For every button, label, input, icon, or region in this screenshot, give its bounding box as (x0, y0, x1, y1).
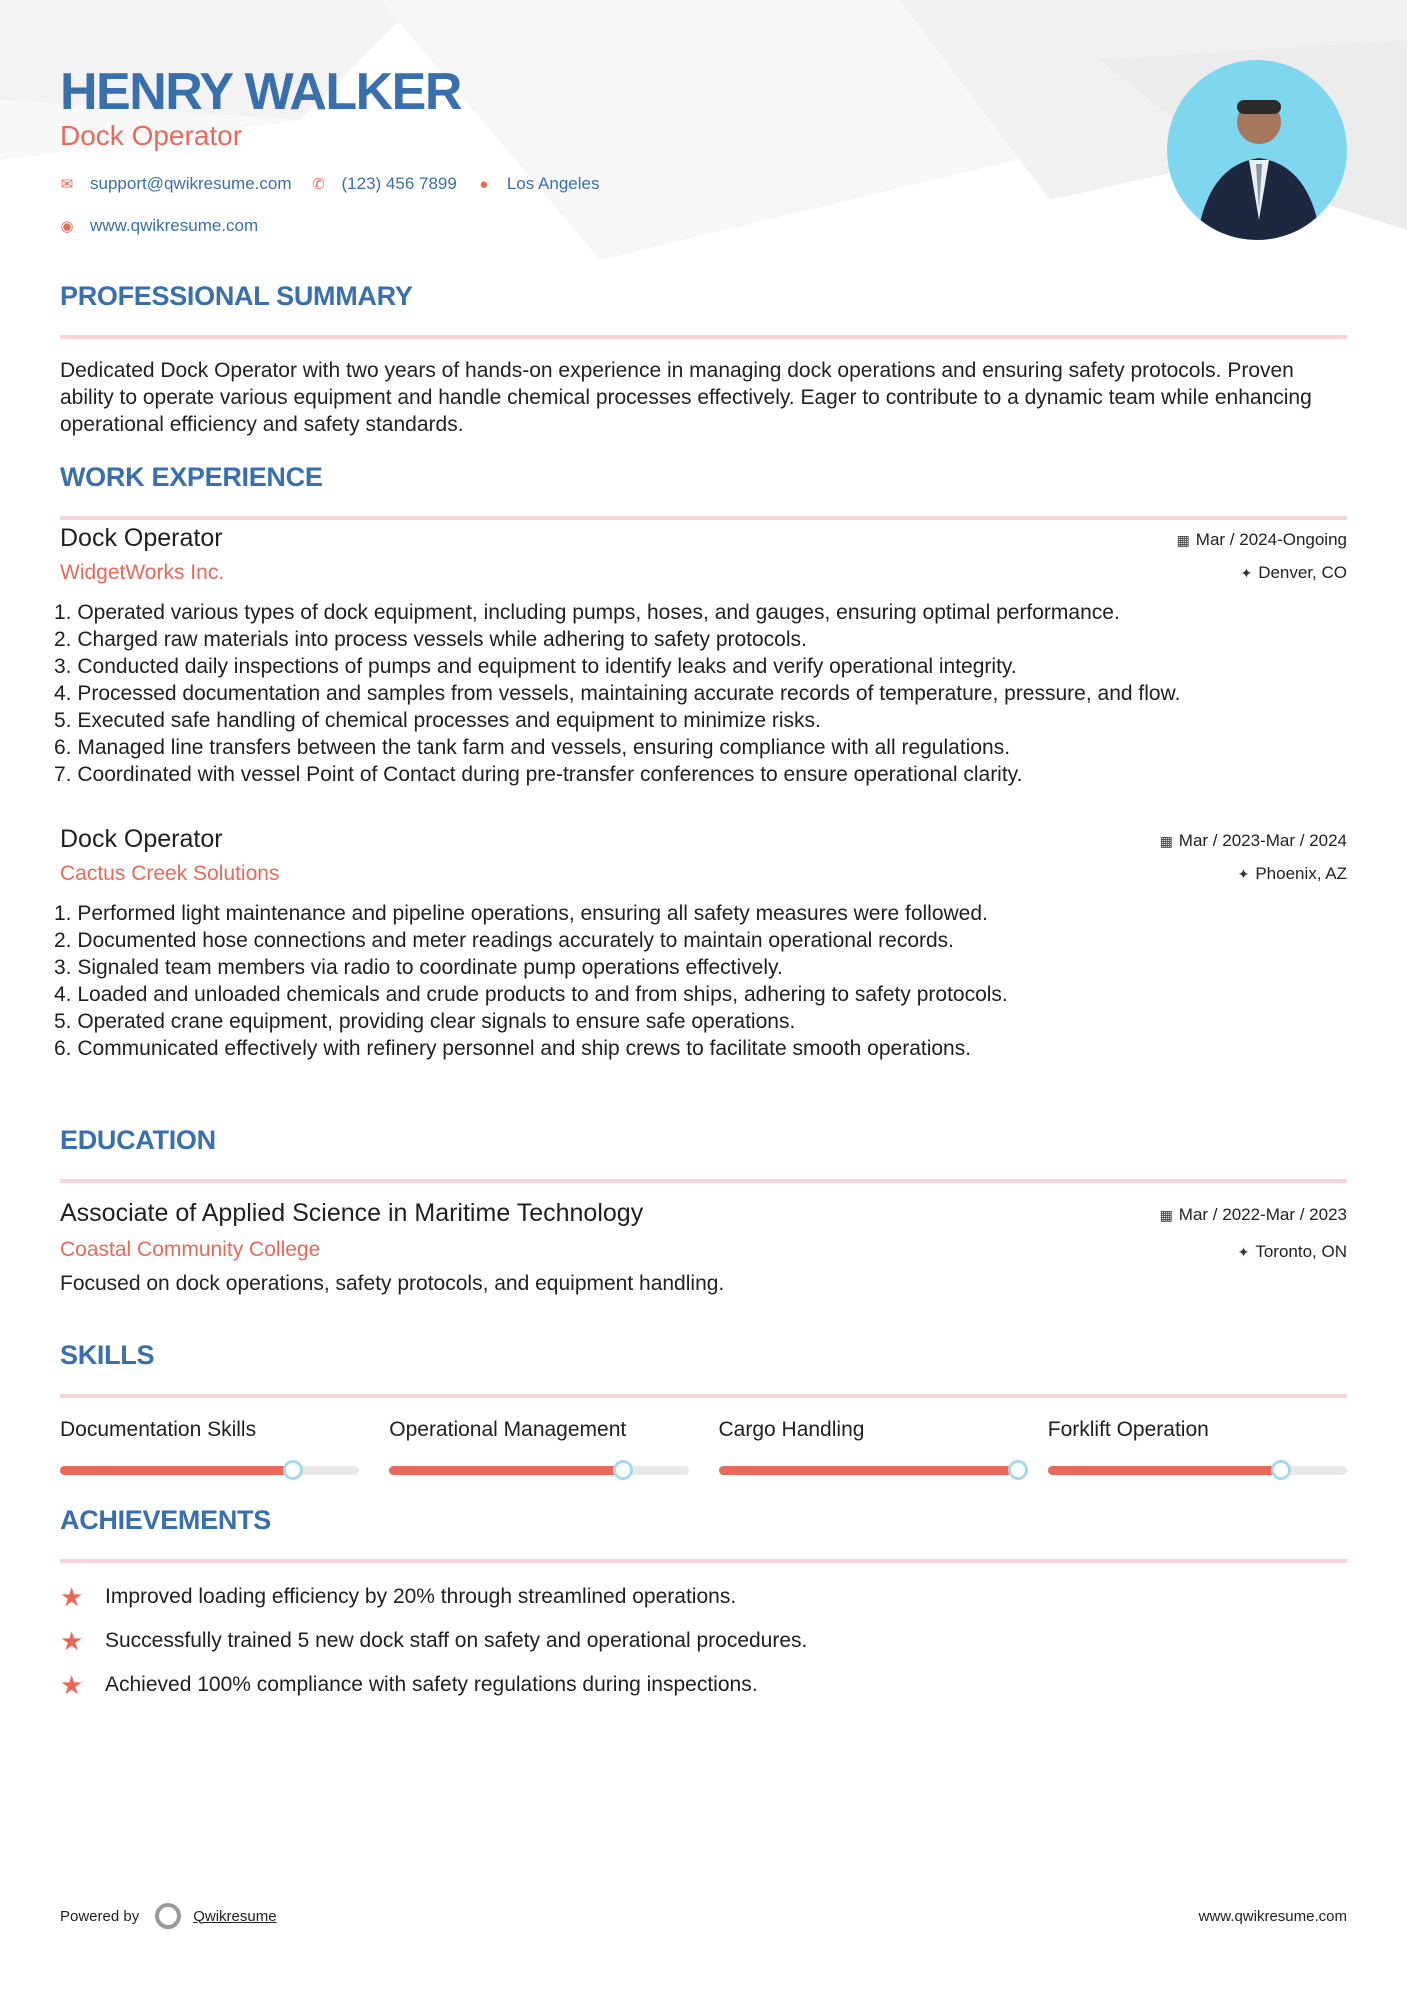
skill-bar-fill (1048, 1466, 1281, 1475)
achievement-item (60, 1663, 1347, 1707)
skill-bar-fill (60, 1466, 293, 1475)
list-item: 5. Operated crane equipment, providing clear signals to ensure safe operations. (54, 1010, 796, 1033)
pin-icon: ✦ (1237, 1244, 1250, 1260)
list-item: 2. Charged raw materials into process vessels while adhering to safety protocols. (54, 628, 807, 651)
list-item: 2. Documented hose connections and meter readings accurately to maintain operational records. (54, 929, 955, 952)
phone-text: (123) 456 7899 (341, 174, 457, 193)
location-pin-icon: ● (479, 175, 489, 193)
job-dates: Mar / 2024-Ongoing (1195, 530, 1347, 549)
summary-section (60, 281, 1347, 438)
skill-bar-fill (389, 1466, 622, 1475)
skill-name: Cargo Handling (718, 1418, 865, 1441)
job-bullets (54, 900, 1347, 1062)
education-section (60, 1125, 1347, 1297)
skill-name: Forklift Operation (1047, 1418, 1209, 1441)
school-name: Coastal Community College (60, 1238, 321, 1261)
section-divider (60, 1394, 1347, 1398)
list-item: 4. Loaded and unloaded chemicals and crude products to and from ships, adhering to safety protocols. (54, 983, 1008, 1006)
section-divider (60, 516, 1347, 520)
candidate-title: Dock Operator (60, 120, 243, 151)
section-heading: ACHIEVEMENTS (60, 1505, 271, 1535)
email-link[interactable]: support@qwikresume.com (90, 174, 292, 193)
job-location: Phoenix, AZ (1255, 864, 1347, 883)
company-name: Cactus Creek Solutions (60, 862, 280, 885)
footer-website[interactable]: www.qwikresume.com (1198, 1907, 1347, 1925)
skill-name: Documentation Skills (60, 1418, 257, 1441)
skill-bar (719, 1466, 1018, 1475)
job-bullets (54, 599, 1347, 788)
skills-section (60, 1340, 1347, 1475)
footer (60, 1903, 1347, 1929)
achievement-text: Improved loading efficiency by 20% through streamlined operations. (105, 1585, 737, 1608)
skill-item (1048, 1418, 1347, 1475)
list-item: 3. Signaled team members via radio to coordinate pump operations effectively. (54, 956, 783, 979)
experience-section (54, 462, 1347, 1062)
website-row (60, 216, 278, 236)
list-item: 7. Coordinated with vessel Point of Contact during pre-transfer conferences to ensure operational clarity. (54, 763, 1023, 786)
achievement-item (60, 1575, 1347, 1619)
skill-bar-knob (1271, 1460, 1291, 1480)
achievement-text: Achieved 100% compliance with safety regulations during inspections. (105, 1673, 758, 1696)
skill-bar-fill (719, 1466, 1018, 1475)
education-location: Toronto, ON (1255, 1242, 1347, 1261)
company-name: WidgetWorks Inc. (60, 561, 225, 584)
section-heading: WORK EXPERIENCE (60, 462, 323, 492)
list-item: 1. Performed light maintenance and pipeline operations, ensuring all safety measures were followed. (54, 902, 988, 925)
education-dates: Mar / 2022-Mar / 2023 (1178, 1205, 1347, 1224)
star-icon: ★ (60, 1625, 84, 1656)
job-location: Denver, CO (1258, 563, 1347, 582)
section-heading: PROFESSIONAL SUMMARY (60, 281, 413, 311)
achievements-section (60, 1505, 1347, 1707)
skill-bar (1048, 1466, 1347, 1475)
list-item: 6. Managed line transfers between the tank farm and vessels, ensuring compliance with all regulations. (54, 736, 1011, 759)
achievement-item (60, 1619, 1347, 1663)
section-divider (60, 1559, 1347, 1563)
star-icon: ★ (60, 1581, 84, 1612)
section-heading: SKILLS (60, 1340, 155, 1370)
skill-bar-knob (1008, 1460, 1028, 1480)
website-link[interactable]: www.qwikresume.com (90, 216, 259, 235)
skill-item (719, 1418, 1018, 1475)
candidate-name: HENRY WALKER (60, 63, 461, 121)
section-heading: EDUCATION (60, 1125, 216, 1155)
skill-name: Operational Management (389, 1418, 627, 1441)
pin-icon: ✦ (1240, 565, 1253, 581)
education-description: Focused on dock operations, safety protocols, and equipment handling. (60, 1272, 725, 1295)
job-entry (54, 524, 1347, 788)
list-item: 6. Communicated effectively with refinery personnel and ship crews to facilitate smooth operations. (54, 1037, 972, 1060)
skill-bar (60, 1466, 359, 1475)
achievement-text: Successfully trained 5 new dock staff on safety and operational procedures. (105, 1629, 808, 1652)
skill-item (389, 1418, 688, 1475)
skill-item (60, 1418, 359, 1475)
section-divider (60, 1179, 1347, 1183)
qwikresume-logo-icon (155, 1903, 181, 1929)
degree-title: Associate of Applied Science in Maritime Technology (60, 1199, 644, 1227)
contact-row (60, 174, 619, 194)
calendar-icon: ▦ (1159, 833, 1173, 849)
skill-bar-knob (283, 1460, 303, 1480)
list-item: 5. Executed safe handling of chemical processes and equipment to minimize risks. (54, 709, 821, 732)
skill-bar (389, 1466, 688, 1475)
list-item: 3. Conducted daily inspections of pumps and equipment to identify leaks and verify operational integrity. (54, 655, 1017, 678)
powered-by-label: Powered by (60, 1907, 140, 1925)
job-title: Dock Operator (60, 524, 223, 552)
section-divider (60, 335, 1347, 339)
location-text: Los Angeles (506, 174, 600, 193)
job-entry (54, 825, 1347, 1062)
list-item: 1. Operated various types of dock equipment, including pumps, hoses, and gauges, ensuring optimal performance. (54, 601, 1120, 624)
calendar-icon: ▦ (1159, 1207, 1173, 1223)
qwikresume-link[interactable]: Qwikresume (193, 1907, 277, 1925)
list-item: 4. Processed documentation and samples from vessels, maintaining accurate records of temperature, pressure, and flow. (54, 682, 1181, 705)
job-dates: Mar / 2023-Mar / 2024 (1178, 831, 1347, 850)
pin-icon: ✦ (1237, 866, 1250, 882)
calendar-icon: ▦ (1176, 532, 1190, 548)
summary-text: Dedicated Dock Operator with two years of hands-on experience in managing dock operations and ensuring safety protocols. Proven ability to operate various equipment and handle chemical processes effectively. Eager to contribute to a dynamic team while enhancing operational efficiency and safety standards. (60, 359, 1312, 436)
globe-icon: ◉ (60, 218, 74, 235)
profile-photo (1167, 60, 1347, 240)
phone-icon: ✆ (312, 176, 325, 193)
job-title: Dock Operator (60, 825, 223, 853)
envelope-icon: ✉ (60, 176, 74, 193)
star-icon: ★ (60, 1669, 84, 1700)
skill-bar-knob (613, 1460, 633, 1480)
